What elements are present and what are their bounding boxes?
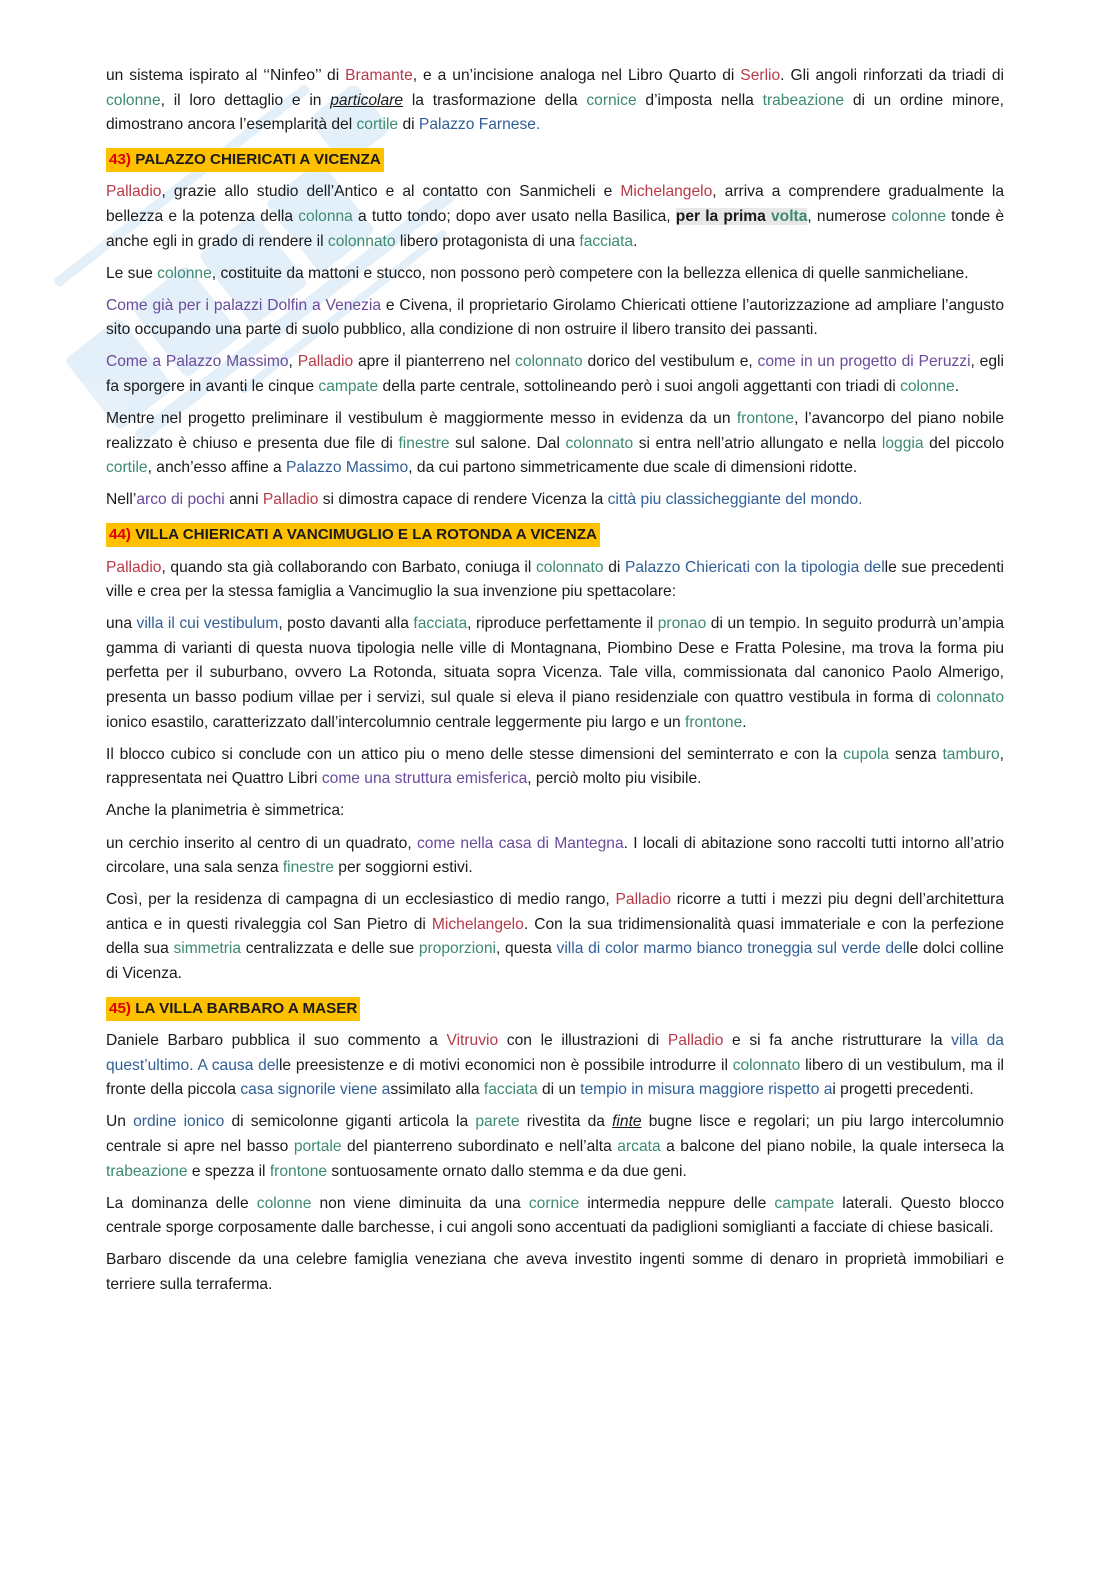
section-heading-45: 45) LA VILLA BARBARO A MASER: [106, 997, 1004, 1022]
paragraph-44-1: Palladio, quando sta già collaborando con Barbato, coniuga il colonnato di Palazzo Chiericati con la tipologia delle sue precedenti ville e crea per la stessa famiglia a Vancimuglio la sua invenzione piu spettacolare:: [106, 558, 1004, 601]
paragraph-44-5: un cerchio inserito al centro di un quadrato, come nella casa di Mantegna. I locali di abitazione sono raccolti tutti intorno all’atrio circolare, una sala senza finestre per soggiorni estivi.: [106, 834, 1004, 877]
paragraph-intro: un sistema ispirato al ‘‘Ninfeo’’ di Bramante, e a un’incisione analoga nel Libro Quarto di Serlio. Gli angoli rinforzati da triadi di colonne, il loro dettaglio e in particolare la trasformazione della cornice d’imposta nella trabeazione di un ordine minore, dimostrano ancora l’esemplarità del cortile di Palazzo Farnese.: [106, 67, 1004, 134]
paragraph-43-3: Come già per i palazzi Dolfin a Venezia e Civena, il proprietario Girolamo Chiericati ottiene l’autorizzazione ad ampliare l’angusto sito occupando una parte di suolo pubblico, alla condizione di non ostruire il libero transito dei passanti.: [106, 296, 1004, 339]
paragraph-44-3: Il blocco cubico si conclude con un attico piu o meno delle stesse dimensioni del seminterrato e con la cupola senza tamburo, rappresentata nei Quattro Libri come una struttura emisferica, perciò molto piu visibile.: [106, 745, 1004, 788]
paragraph-45-3: La dominanza delle colonne non viene diminuita da una cornice intermedia neppure delle campate laterali. Questo blocco centrale sporge corposamente dalle barchesse, i cui angoli sono accentuati da padiglioni somiglianti a facciate di chiese basicali.: [106, 1194, 1005, 1237]
paragraph-43-2: Le sue colonne, costituite da mattoni e stucco, non possono però competere con la bellezza ellenica di quelle sanmicheliane.: [106, 264, 969, 282]
paragraph-45-2: Un ordine ionico di semicolonne giganti articola la parete rivestita da finte bugne lisce e regolari; un piu largo intercolumnio centrale si apre nel basso portale del pianterreno subordinato e nell’alta arcata a balcone del piano nobile, la quale interseca la trabeazione e spezza il frontone sontuosamente ornato dallo stemma e da due geni.: [106, 1113, 1005, 1180]
document-page: [106, 64, 1004, 1305]
paragraph-45-4: Barbaro discende da una celebre famiglia veneziana che aveva investito ingenti somme di denaro in proprietà immobiliari e terriere sulla terraferma.: [106, 1251, 1004, 1294]
paragraph-43-6: Nell’arco di pochi anni Palladio si dimostra capace di rendere Vicenza la città piu classicheggiante del mondo.: [106, 491, 863, 509]
paragraph-44-4: Anche la planimetria è simmetrica:: [106, 802, 345, 820]
paragraph-43-4: Come a Palazzo Massimo, Palladio apre il pianterreno nel colonnato dorico del vestibulum e, come in un progetto di Peruzzi, egli fa sporgere in avanti le cinque campate della parte centrale, sottolineando però i suoi angoli aggettanti con triadi di colonne.: [106, 353, 1004, 396]
paragraph-44-2: una villa il cui vestibulum, posto davanti alla facciata, riproduce perfettamente il pronao di un tempio. In seguito produrrà un’ampia gamma di varianti di questa nuova tipologia nelle ville di Montagnana, Piombino Dese e Fratta Polesine, ma trova la forma piu perfetta per il suburbano, ovvero La Rotonda, situata sopra Vicenza. Tale villa, commissionata dal canonico Paolo Almerigo, presenta un basso podium villae per i servizi, sul quale si eleva il piano residenziale con quattro vestibula in forma di colonnato ionico esastilo, caratterizzato dall’intercolumnio centrale leggermente piu largo e un frontone.: [106, 615, 1004, 731]
section-heading-43: 43) PALAZZO CHIERICATI A VICENZA: [106, 148, 1004, 173]
section-heading-44: 44) VILLA CHIERICATI A VANCIMUGLIO E LA ROTONDA A VICENZA: [106, 523, 1004, 548]
paragraph-45-1: Daniele Barbaro pubblica il suo commento a Vitruvio con le illustrazioni di Palladio e si fa anche ristrutturare la villa da quest’ultimo. A causa delle preesistenze e di motivi economici non è possibile introdurre il colonnato libero di un vestibulum, ma il fronte della piccola casa signorile viene assimilato alla facciata di un tempio in misura maggiore rispetto ai progetti precedenti.: [106, 1032, 1004, 1099]
paragraph-43-5: Mentre nel progetto preliminare il vestibulum è maggiormente messo in evidenza da un frontone, l’avancorpo del piano nobile realizzato è chiuso e presenta due file di finestre sul salone. Dal colonnato si entra nell’atrio allungato e nella loggia del piccolo cortile, anch’esso affine a Palazzo Massimo, da cui partono simmetricamente due scale di dimensioni ridotte.: [106, 410, 1005, 477]
paragraph-44-6: Così, per la residenza di campagna di un ecclesiastico di medio rango, Palladio ricorre a tutti i mezzi piu degni dell’architettura antica e in questi rivaleggia col San Pietro di Michelangelo. Con la sua tridimensionalità quasi immateriale e con la perfezione della sua simmetria centralizzata e delle sue proporzioni, questa villa di color marmo bianco troneggia sul verde delle dolci colline di Vicenza.: [106, 891, 1004, 982]
paragraph-43-1: Palladio, grazie allo studio dell’Antico e al contatto con Sanmicheli e Michelangelo, arriva a comprendere gradualmente la bellezza e la potenza della colonna a tutto tondo; dopo aver usato nella Basilica, per la prima volta, numerose colonne tonde è anche egli in grado di rendere il colonnato libero protagonista di una facciata.: [106, 183, 1005, 250]
